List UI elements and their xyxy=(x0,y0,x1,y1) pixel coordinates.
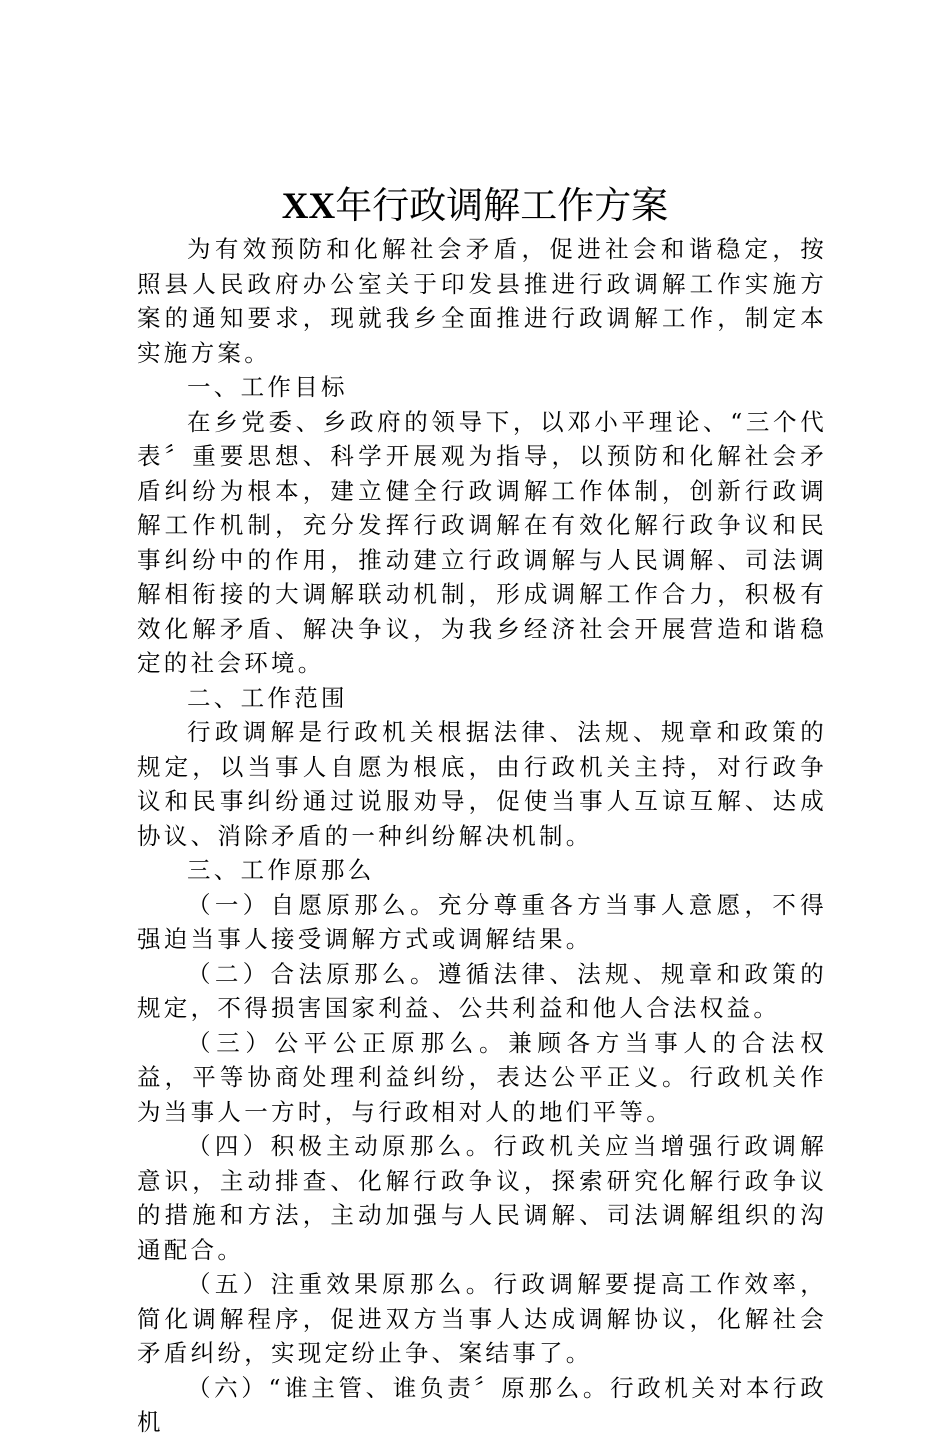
principle-2-paragraph: （二）合法原那么。遵循法律、法规、规章和政策的规定，不得损害国家利益、公共利益和他人合法权益。 xyxy=(137,959,827,1022)
goals-paragraph: 在乡党委、乡政府的领导下，以邓小平理论、“三个代表〞重要思想、科学开展观为指导，以预防和化解社会矛盾纠纷为根本，建立健全行政调解工作体制，创新行政调解工作机制，充分发挥行政调解在有效化解行政争议和民事纠纷中的作用，推动建立行政调解与人民调解、司法调解相衔接的大调解联动机制，形成调解工作合力，积极有效化解矛盾、解决争议，为我乡经济社会开展营造和谐稳定的社会环境。 xyxy=(137,407,827,677)
document-body xyxy=(137,232,827,1440)
principle-3-paragraph: （三）公平公正原那么。兼顾各方当事人的合法权益，平等协商处理利益纠纷，表达公平正义。行政机关作为当事人一方时，与行政相对人的地们平等。 xyxy=(137,1028,827,1126)
section-heading-principles: 三、工作原那么 xyxy=(187,856,375,884)
intro-paragraph: 为有效预防和化解社会矛盾，促进社会和谐稳定，按照县人民政府办公室关于印发县推进行政调解工作实施方案的通知要求，现就我乡全面推进行政调解工作，制定本实施方案。 xyxy=(137,235,827,367)
principle-1-paragraph: （一）自愿原那么。充分尊重各方当事人意愿，不得强迫当事人接受调解方式或调解结果。 xyxy=(137,890,827,953)
principle-5-paragraph: （五）注重效果原那么。行政调解要提高工作效率，简化调解程序，促进双方当事人达成调解协议，化解社会矛盾纠纷，实现定纷止争、案结事了。 xyxy=(137,1270,827,1367)
principle-4-paragraph: （四）积极主动原那么。行政机关应当增强行政调解意识，主动排查、化解行政争议，探索研究化解行政争议的措施和方法，主动加强与人民调解、司法调解组织的沟通配合。 xyxy=(137,1132,827,1264)
title-text: 年行政调解工作方案 xyxy=(335,184,669,227)
principle-6-paragraph: （六）“谁主管、谁负责〞原那么。行政机关对本行政机 xyxy=(137,1373,827,1436)
section-heading-scope: 二、工作范围 xyxy=(187,683,348,712)
document-title xyxy=(0,183,950,230)
scope-paragraph: 行政调解是行政机关根据法律、法规、规章和政策的规定，以当事人自愿为根底，由行政机关主持，对行政争议和民事纠纷通过说服劝导，促使当事人互谅互解、达成协议、消除矛盾的一种纠纷解决机制。 xyxy=(137,718,827,850)
section-heading-goals: 一、工作目标 xyxy=(187,373,348,401)
title-prefix: XX xyxy=(281,186,336,227)
